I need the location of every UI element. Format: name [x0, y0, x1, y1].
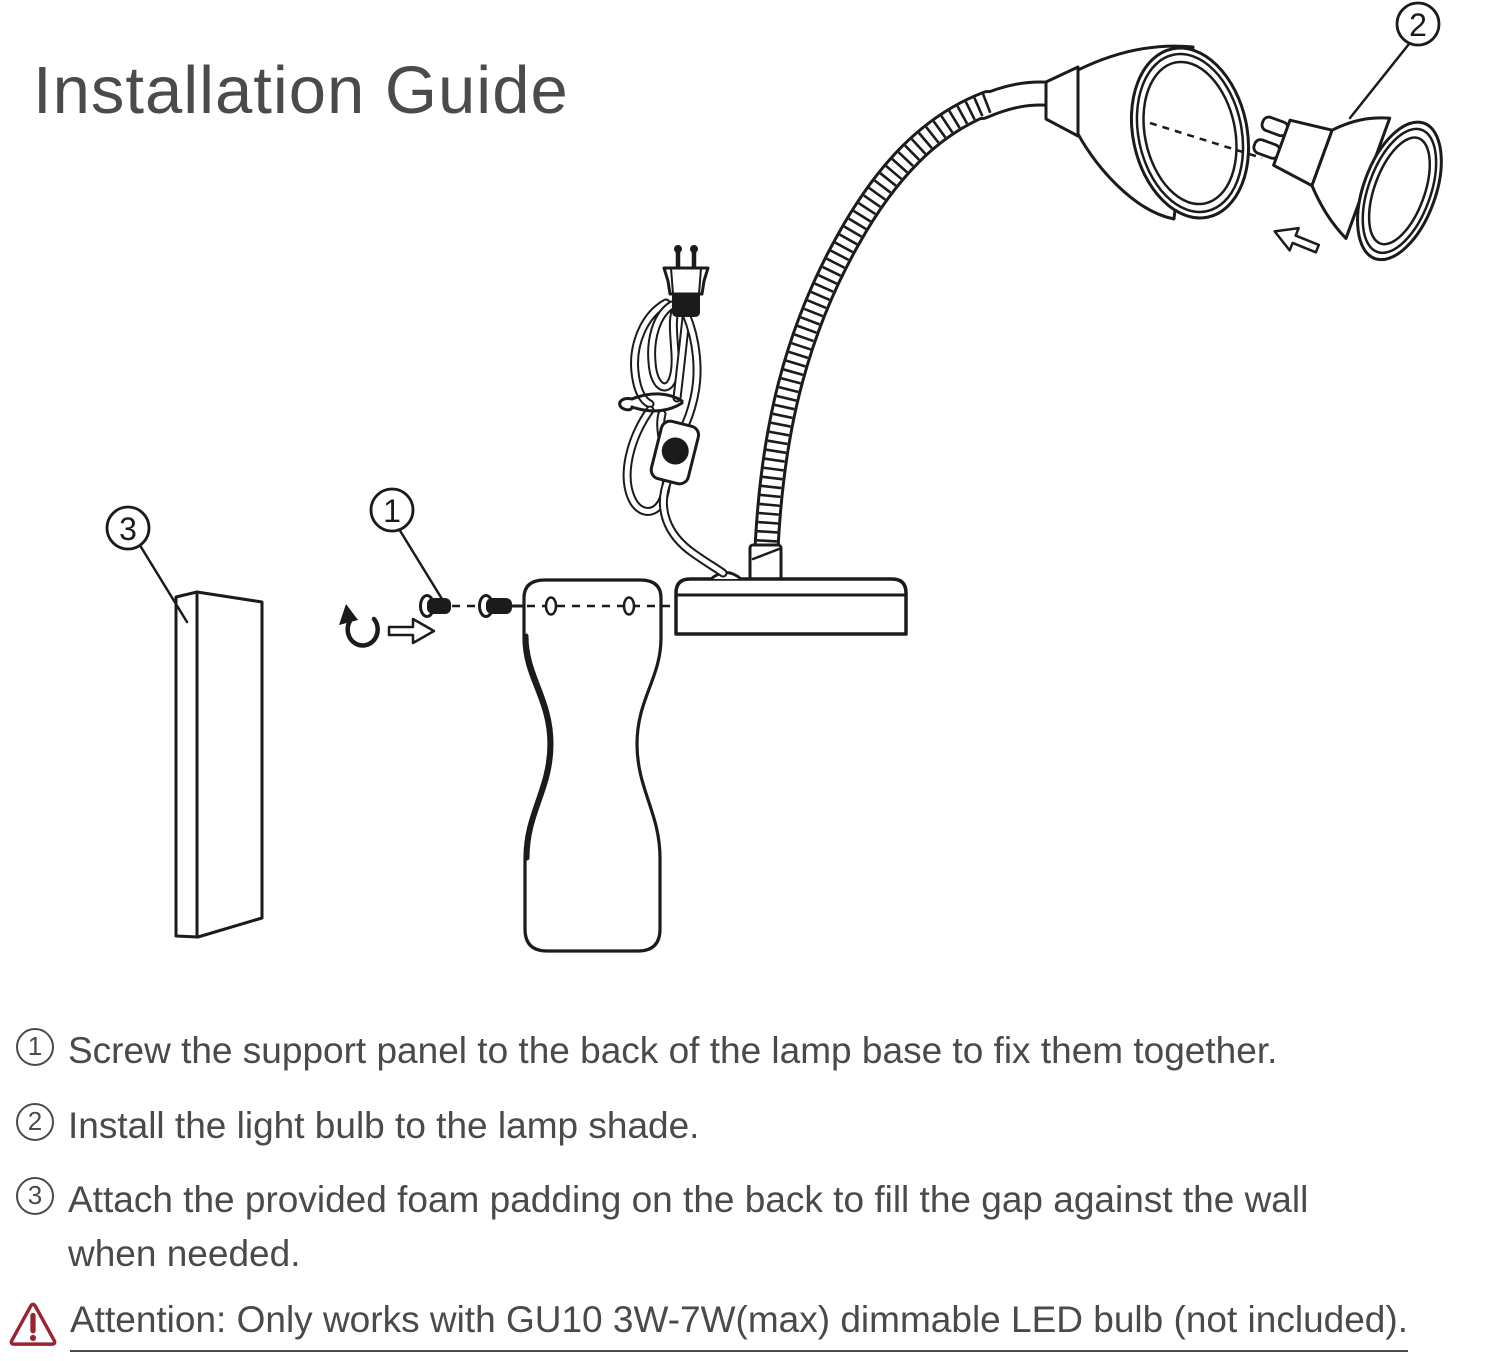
- warning-triangle-icon: [8, 1301, 58, 1347]
- panel-hole: [546, 598, 556, 615]
- instruction-step-2: [16, 1097, 1494, 1153]
- support-panel: [524, 580, 661, 951]
- callout-1-number: 1: [383, 493, 401, 529]
- foam-padding-panel: [176, 592, 262, 937]
- callout-2: [1350, 3, 1439, 118]
- light-bulb: [1232, 71, 1458, 271]
- insert-arrow-icon: [1270, 220, 1322, 259]
- attention-text: Attention: Only works with GU10 3W-7W(max) dimmable LED bulb (not included).: [70, 1297, 1408, 1352]
- mounting-screws: [421, 596, 513, 617]
- lamp-shade: [1046, 37, 1264, 229]
- instructions-list: [16, 1022, 1494, 1300]
- lamp-base: [676, 573, 906, 635]
- page-title: Installation Guide: [33, 53, 569, 128]
- step-3-text: Attach the provided foam padding on the back to fill the gap against the wall when needed.: [68, 1179, 1309, 1274]
- step-3-marker: 3: [16, 1177, 54, 1215]
- callout-3: [107, 507, 187, 622]
- gooseneck-arm: [766, 94, 1052, 560]
- step-1-marker: 1: [16, 1028, 54, 1066]
- push-arrow-icon: [389, 619, 434, 643]
- rotate-arrow-icon: [339, 604, 378, 646]
- step-2-text: Install the light bulb to the lamp shade.: [68, 1104, 700, 1146]
- instruction-step-3: [16, 1171, 1494, 1280]
- panel-hole: [624, 598, 634, 615]
- step-2-marker: 2: [16, 1103, 54, 1141]
- instruction-step-1: [16, 1022, 1494, 1078]
- callout-2-number: 2: [1409, 7, 1427, 43]
- attention-note: [8, 1297, 1496, 1352]
- step-1-text: Screw the support panel to the back of the lamp base to fix them together.: [68, 1030, 1278, 1071]
- callout-1: [371, 489, 442, 599]
- callout-3-number: 3: [119, 511, 137, 547]
